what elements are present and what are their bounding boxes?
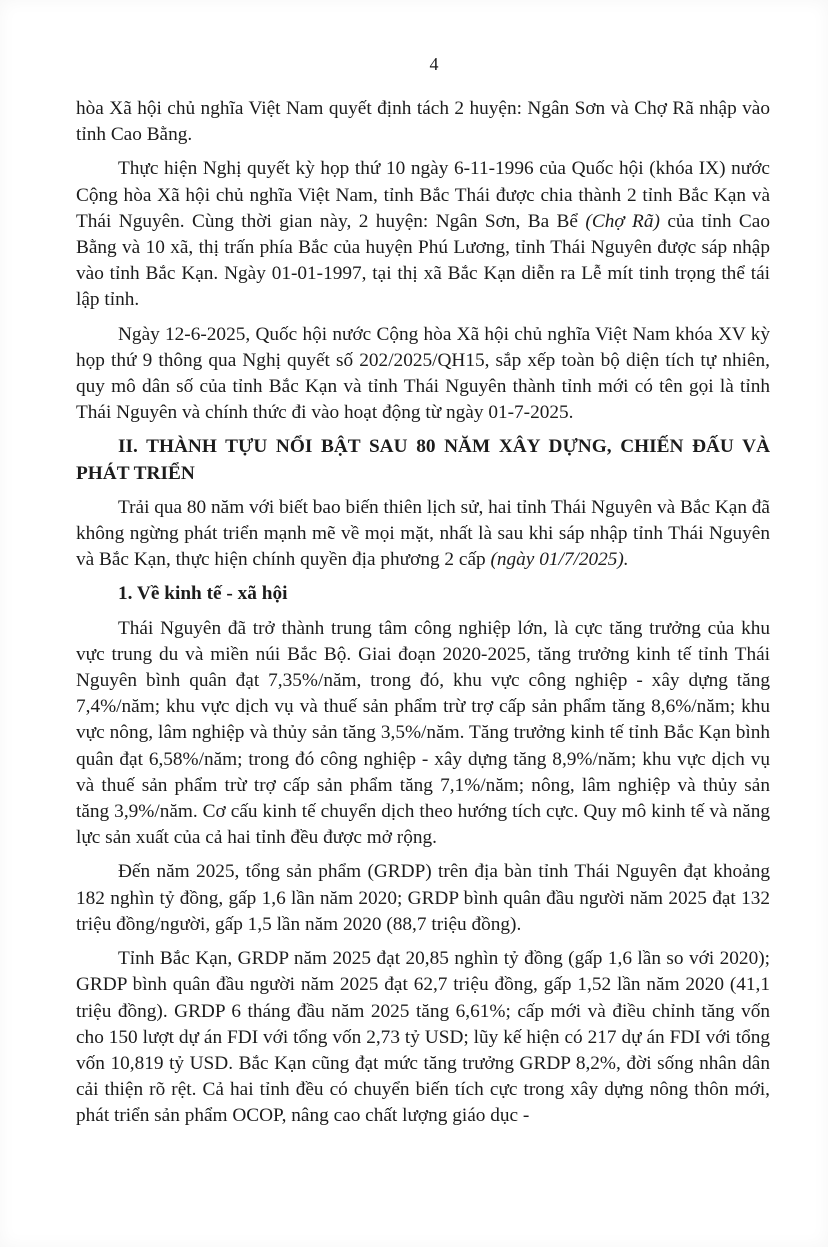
italic-note: (Chợ Rã) [585,210,660,232]
paragraph-grdp-thai-nguyen: Đến năm 2025, tổng sản phẩm (GRDP) trên địa bàn tỉnh Thái Nguyên đạt khoảng 182 nghìn tỷ đồng, gấp 1,6 lần năm 2020; GRDP bình quân đầu người năm 2025 đạt 132 triệu đồng/người, gấp 1,5 lần năm 2020 (88,7 triệu đồng). [76,861,770,935]
paragraph-text: Trải qua 80 năm với biết bao biến thiên lịch sử, hai tỉnh Thái Nguyên và Bắc Kạn đã không ngừng phát triển mạnh mẽ về mọi mặt, nhất là sau khi sáp nhập tỉnh Thái Nguyên và Bắc Kạn, thực hiện chính quyền địa phương 2 cấp [76,496,770,571]
paragraph-resolution-2025: Ngày 12-6-2025, Quốc hội nước Cộng hòa Xã hội chủ nghĩa Việt Nam khóa XV kỳ họp thứ 9 thông qua Nghị quyết số 202/2025/QH15, sắp xếp toàn bộ diện tích tự nhiên, quy mô dân số của tỉnh Bắc Kạn và tỉnh Thái Nguyên thành tỉnh mới có tên gọi là tỉnh Thái Nguyên và chính thức đi vào hoạt động từ ngày 01-7-2025. [76,323,770,424]
italic-date: (ngày 01/7/2025). [490,549,629,571]
paragraph-continuation: hòa Xã hội chủ nghĩa Việt Nam quyết định tách 2 huyện: Ngân Sơn và Chợ Rã nhập vào tỉnh Cao Bằng. [76,98,770,146]
section-heading: II. THÀNH TỰU NỔI BẬT SAU 80 NĂM XÂY DỰNG, CHIẾN ĐẤU VÀ PHÁT TRIỂN [76,436,770,484]
subsection-heading: 1. Về kinh tế - xã hội [118,583,288,605]
paragraph-economic-growth: Thái Nguyên đã trở thành trung tâm công nghiệp lớn, là cực tăng trưởng của khu vực trung du và miền núi Bắc Bộ. Giai đoạn 2020-2025, tăng trưởng kinh tế tỉnh Thái Nguyên bình quân đạt 7,35%/năm, trong đó, khu vực công nghiệp - xây dựng tăng 7,4%/năm; khu vực dịch vụ và thuế sản phẩm trừ trợ cấp sản phẩm tăng 8,6%/năm; khu vực nông, lâm nghiệp và thủy sản tăng 3,5%/năm. Tăng trưởng kinh tế tỉnh Bắc Kạn bình quân đạt 6,58%/năm; trong đó công nghiệp - xây dựng tăng 8,9%/năm; khu vực dịch vụ và thuế sản phẩm trừ trợ cấp sản phẩm tăng 7,1%/năm; nông, lâm nghiệp và thủy sản tăng 3,9%/năm. Cơ cấu kinh tế chuyển dịch theo hướng tích cực. Quy mô kinh tế và năng lực sản xuất của cả hai tỉnh đều được mở rộng. [76,617,770,849]
paragraph-intro-achievements [76,495,770,574]
paragraph-grdp-bac-kan: Tỉnh Bắc Kạn, GRDP năm 2025 đạt 20,85 nghìn tỷ đồng (gấp 1,6 lần so với 2020); GRDP bình quân đầu người năm 2025 đạt 62,7 triệu đồng, gấp 1,52 lần năm 2020 (41,1 triệu đồng). GRDP 6 tháng đầu năm 2025 tăng 6,61%; cấp mới và điều chỉnh tăng vốn cho 150 lượt dự án FDI với tổng vốn 2,73 tỷ USD; lũy kế hiện có 217 dự án FDI với tổng vốn 10,819 tỷ USD. Bắc Kạn cũng đạt mức tăng trưởng GRDP 8,2%, đời sống nhân dân cải thiện rõ rệt. Cả hai tỉnh đều có chuyển biến tích cực trong xây dựng nông thôn mới, phát triển sản phẩm OCOP, nâng cao chất lượng giáo dục - [76,948,770,1127]
page-number: 4 [429,54,439,74]
paragraph-text: Thực hiện Nghị quyết kỳ họp thứ 10 ngày 6-11-1996 của Quốc hội (khóa IX) nước Cộng hòa Xã hội chủ nghĩa Việt Nam, tỉnh Bắc Thái được chia thành 2 tỉnh Bắc Kạn và Thái Nguyên. Cùng thời gian này, 2 huyện: Ngân Sơn, Ba Bể [76,158,770,232]
paragraph-text: của tỉnh Cao Bằng và 10 xã, thị trấn phía Bắc của huyện Phú Lương, tỉnh Thái Nguyên được sáp nhập vào tỉnh Bắc Kạn. Ngày 01-01-1997, tại thị xã Bắc Kạn diễn ra Lễ mít tinh trọng thể tái lập tỉnh. [76,210,770,311]
paragraph-resolution-1996 [76,156,770,313]
